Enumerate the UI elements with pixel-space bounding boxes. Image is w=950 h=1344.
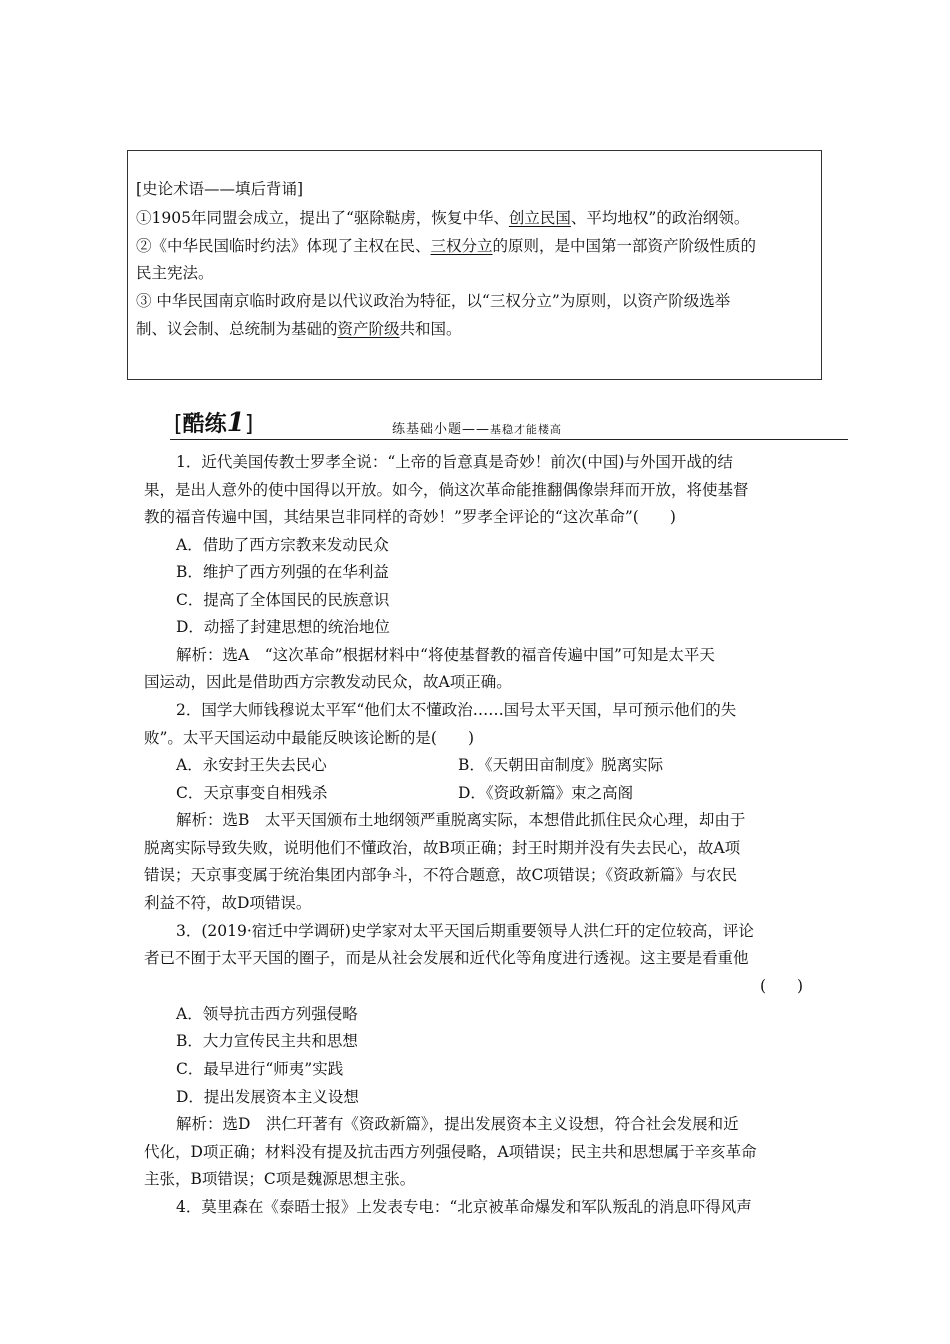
q3-analysis-2: 代化，D项正确；材料没有提及抗击西方列强侵略，A项错误；民主共和思想属于辛亥革命 (144, 1143, 757, 1161)
q2-option-a: A．永安封王失去民心 (176, 756, 327, 774)
q3-stem-2: 者已不囿于太平天国的圈子，而是从社会发展和近代化等角度进行透视。这主要是看重他 (144, 949, 749, 967)
q4-stem-1: 4．莫里森在《泰晤士报》上发表专电：“北京被革命爆发和军队叛乱的消息吓得风声 (176, 1198, 752, 1216)
q1-stem-3: 教的福音传遍中国，其结果岂非同样的奇妙！”罗孝全评论的“这次革命”( ) (144, 508, 676, 526)
q2-option-b: B．《天朝田亩制度》脱离实际 (458, 756, 664, 774)
q2-analysis-3: 错误；天京事变属于统治集团内部争斗，不符合题意，故C项错误；《资政新篇》与农民 (144, 866, 738, 884)
q2-analysis-2: 脱离实际导致失败，说明他们不懂政治，故B项正确；封王时期并没有失去民心，故A项 (144, 839, 741, 857)
q1-option-a: A．借助了西方宗教来发动民众 (176, 536, 389, 554)
box-line-3: 民主宪法。 (136, 264, 214, 282)
q2-analysis-1: 解析：选B 太平天国颁布土地纲领严重脱离实际，本想借此抓住民众心理，却由于 (176, 811, 746, 829)
q1-option-c: C．提高了全体国民的民族意识 (176, 591, 390, 609)
header-divider (170, 439, 848, 440)
q2-stem-1: 2．国学大师钱穆说太平军“他们太不懂政治……国号太平天国，早可预示他们的失 (176, 701, 737, 719)
q3-option-a: A．领导抗击西方列强侵略 (176, 1005, 358, 1023)
q3-stem-1: 3．(2019·宿迁中学调研)史学家对太平天国后期重要领导人洪仁玕的定位较高，评论 (176, 922, 754, 940)
section-header (170, 408, 848, 440)
q1-stem-2: 果，是出人意外的使中国得以开放。如今，倘这次革命能推翻偶像崇拜而开放，将使基督 (144, 481, 749, 499)
box-line-4: ③ 中华民国南京临时政府是以代议政治为特征，以“三权分立”为原则，以资产阶级选举 (136, 292, 731, 310)
q3-option-d: D．提出发展资本主义设想 (176, 1088, 359, 1106)
q3-analysis-3: 主张，B项错误；C项是魏源思想主张。 (144, 1170, 416, 1188)
q1-analysis-1: 解析：选A “这次革命”根据材料中“将使基督教的福音传遍中国”可知是太平天 (176, 646, 715, 664)
q2-analysis-4: 利益不符，故D项错误。 (144, 894, 312, 912)
box-line-5: 制、议会制、总统制为基础的资产阶级共和国。 (136, 320, 462, 338)
q3-answer-paren: ( ) (760, 977, 804, 995)
box-title: [史论术语——填后背诵] (136, 180, 304, 198)
box-line-1: ①1905年同盟会成立，提出了“驱除鞑虏，恢复中华、创立民国、平均地权”的政治纲领。 (136, 209, 750, 227)
terms-box (127, 150, 822, 380)
q2-stem-2: 败”。太平天国运动中最能反映该论断的是( ) (144, 729, 475, 747)
q2-option-c: C．天京事变自相残杀 (176, 784, 328, 802)
q1-option-b: B．维护了西方列强的在华利益 (176, 563, 389, 581)
q2-option-d: D．《资政新篇》束之高阁 (458, 784, 634, 802)
underlined-term: 三权分立 (430, 237, 493, 255)
q3-option-c: C．最早进行“师夷”实践 (176, 1060, 344, 1078)
q1-stem-1: 1．近代美国传教士罗孝全说：“上帝的旨意真是奇妙！前次(中国)与外国开战的结 (176, 453, 733, 471)
q3-analysis-1: 解析：选D 洪仁玕著有《资政新篇》，提出发展资本主义设想，符合社会发展和近 (176, 1115, 739, 1133)
box-line-2: ②《中华民国临时约法》体现了主权在民、三权分立的原则，是中国第一部资产阶级性质的 (136, 237, 757, 255)
underlined-term: 资产阶级 (337, 320, 400, 338)
practice-badge: [酷练1] (174, 408, 254, 438)
q1-analysis-2: 国运动，因此是借助西方宗教发动民众，故A项正确。 (144, 673, 512, 691)
section-subtitle: 练基础小题——基稳才能楼高 (392, 422, 563, 437)
q1-option-d: D．动摇了封建思想的统治地位 (176, 618, 390, 636)
q3-option-b: B．大力宣传民主共和思想 (176, 1032, 358, 1050)
underlined-term: 创立民国 (508, 209, 571, 227)
